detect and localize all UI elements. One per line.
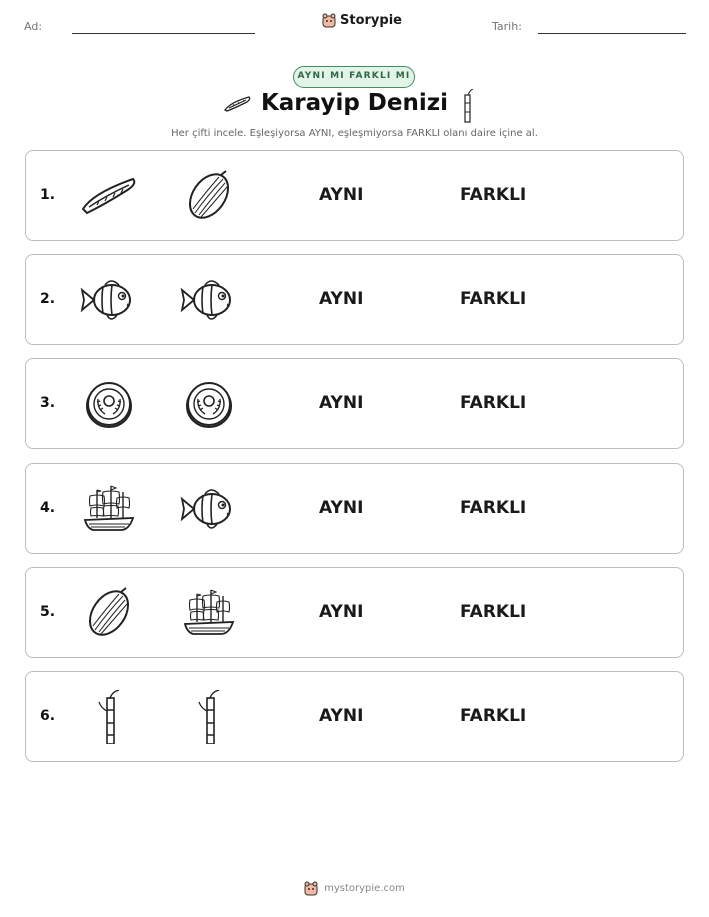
answer-different-option[interactable]: FARKLI	[460, 497, 527, 518]
question-number: 3.	[40, 395, 56, 412]
answer-same-option[interactable]: AYNI	[319, 706, 364, 726]
answer-same-option[interactable]: AYNI	[319, 601, 364, 622]
question-number: 1.	[40, 187, 56, 203]
question-row	[25, 567, 684, 658]
answer-different-option[interactable]: FARKLI	[460, 706, 527, 726]
question-row	[25, 150, 684, 241]
fish-icon	[179, 273, 239, 327]
instructions: Her çifti incele. Eşleşiyorsa AYNI, eşleşmiyorsa FARKLI olanı daire içine al.	[171, 128, 538, 139]
fish-icon	[79, 273, 139, 327]
name-label: Ad:	[24, 20, 43, 33]
fish-icon	[179, 482, 239, 536]
question-number: 2.	[40, 291, 56, 308]
name-line[interactable]	[72, 33, 255, 34]
date-label: Tarih:	[492, 20, 522, 33]
question-number: 4.	[40, 499, 56, 516]
storypie-mascot-icon	[322, 12, 336, 28]
coin-icon	[79, 377, 139, 431]
brand-logo	[322, 12, 402, 28]
sugarcane-icon	[179, 690, 239, 744]
answer-same-option[interactable]: AYNI	[319, 289, 364, 310]
storypie-mascot-icon	[304, 880, 318, 896]
ship-icon	[79, 482, 139, 536]
answer-same-option[interactable]: AYNI	[319, 497, 364, 518]
question-row	[25, 671, 684, 762]
answer-different-option[interactable]: FARKLI	[460, 393, 527, 414]
sugarcane-icon	[79, 690, 139, 744]
answer-same-option[interactable]: AYNI	[319, 393, 364, 414]
answer-same-option[interactable]: AYNI	[319, 185, 364, 205]
sugarcane-icon	[460, 89, 476, 127]
page-title: Karayip Denizi	[260, 90, 449, 116]
date-line[interactable]	[538, 33, 686, 34]
answer-different-option[interactable]: FARKLI	[460, 185, 527, 205]
brand-name: Storypie	[340, 12, 402, 28]
question-row	[25, 463, 684, 554]
answer-different-option[interactable]: FARKLI	[460, 289, 527, 310]
question-number: 6.	[40, 708, 56, 724]
footer	[0, 880, 709, 896]
activity-badge: AYNI MI FARKLI MI	[293, 66, 415, 88]
question-row	[25, 358, 684, 449]
coconut-icon	[79, 586, 139, 640]
question-row	[25, 254, 684, 345]
ship-icon	[179, 586, 239, 640]
coconut-icon	[179, 169, 239, 223]
question-number: 5.	[40, 603, 56, 620]
answer-different-option[interactable]: FARKLI	[460, 601, 527, 622]
canoe-icon	[79, 169, 139, 223]
footer-url: mystorypie.com	[324, 882, 405, 894]
coin-icon	[179, 377, 239, 431]
